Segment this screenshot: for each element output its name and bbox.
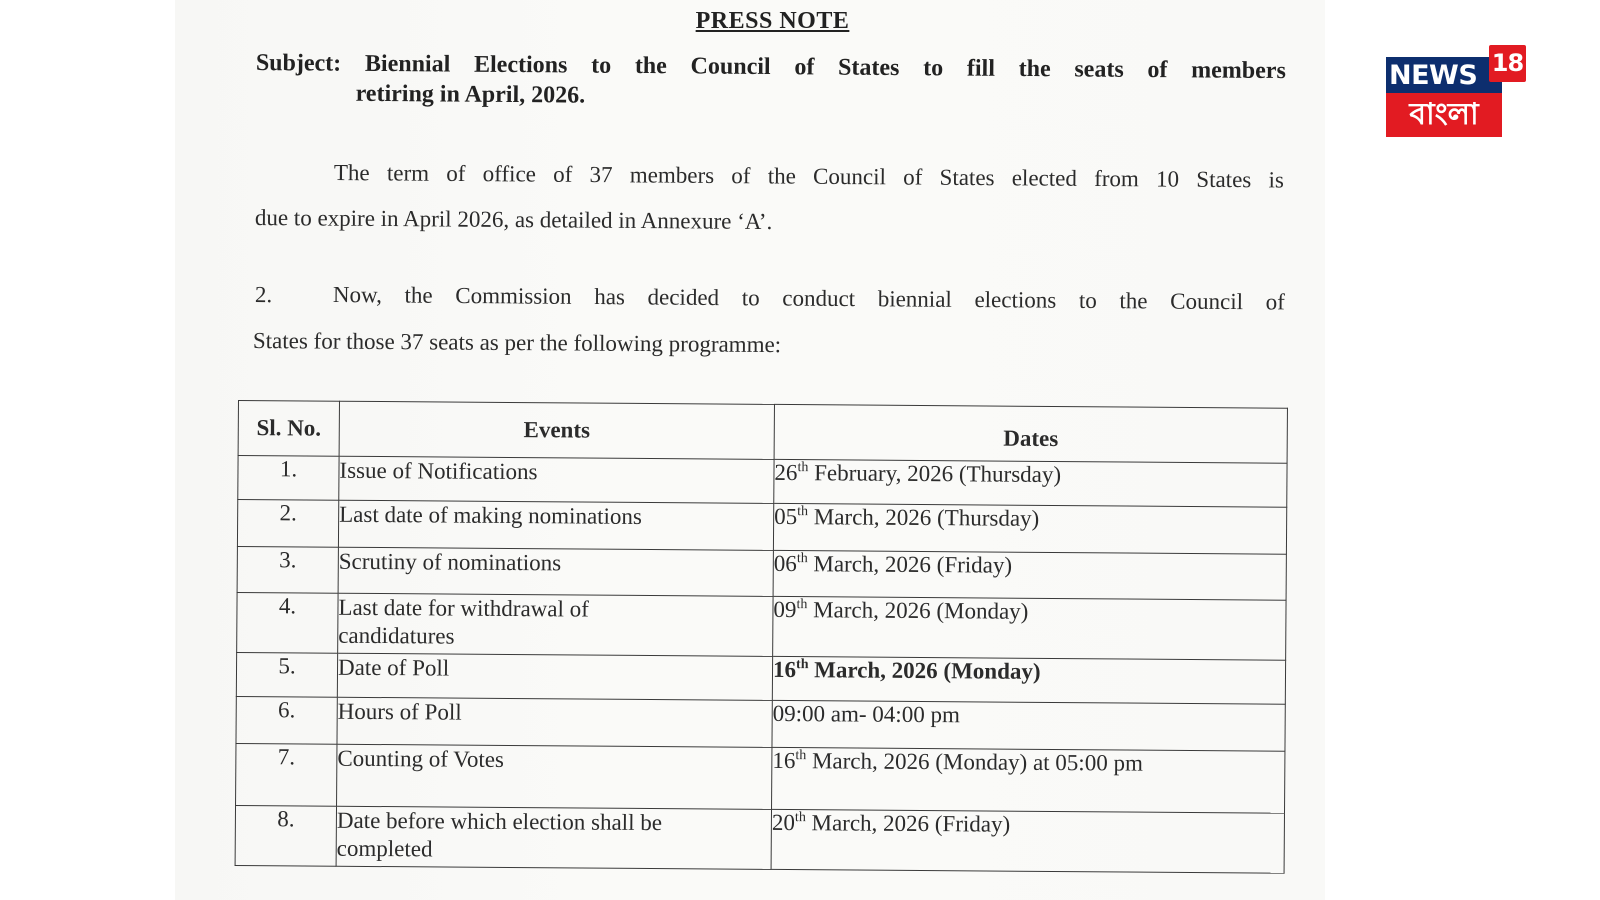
table-row <box>236 696 1285 751</box>
table-row <box>237 546 1286 600</box>
date-suffix: th <box>795 748 807 764</box>
table-row <box>235 805 1284 873</box>
row-event: Issue of Notifications <box>339 456 774 503</box>
header-events: Events <box>339 401 774 459</box>
header-sl-no: Sl. No. <box>238 401 339 457</box>
table-row <box>236 652 1285 704</box>
date-rest: March, 2026 (Monday) at 05:00 pm <box>806 748 1143 776</box>
date-suffix: th <box>797 504 809 520</box>
table-row <box>236 743 1285 813</box>
date-rest: March, 2026 (Monday) <box>808 657 1041 684</box>
row-date <box>773 550 1286 600</box>
date-rest: February, 2026 (Thursday) <box>808 460 1062 488</box>
date-rest: March, 2026 (Friday) <box>805 810 1011 837</box>
row-sl-no: 8. <box>235 805 336 866</box>
row-date <box>772 656 1285 704</box>
row-date: 09:00 am- 04:00 pm <box>772 700 1285 751</box>
date-rest: March, 2026 (Thursday) <box>807 504 1040 531</box>
date-day: 20 <box>771 809 796 836</box>
logo-news-text: NEWS <box>1386 57 1502 93</box>
date-rest: March, 2026 (Monday) <box>807 597 1029 624</box>
schedule-table <box>235 400 1288 874</box>
news18-bangla-logo <box>1386 45 1526 137</box>
row-sl-no: 1. <box>238 456 339 501</box>
subject-line-2: retiring in April, 2026. <box>355 80 586 109</box>
subject-line-1: Subject: Biennial Elections to the Council of States to fill the seats of members <box>255 49 1286 85</box>
row-date <box>773 596 1286 660</box>
schedule-table-wrapper <box>235 400 1288 874</box>
row-event: Counting of Votes <box>337 744 772 809</box>
row-event: Hours of Poll <box>337 697 772 747</box>
date-day: 05 <box>774 503 798 530</box>
row-sl-no: 4. <box>237 592 338 653</box>
row-sl-no: 2. <box>237 500 338 548</box>
paragraph-1-line-1: The term of office of 37 members of the Council of States elected from 10 States is <box>333 160 1284 193</box>
date-suffix: th <box>794 810 806 826</box>
paragraph-2-number: 2. <box>254 282 273 308</box>
row-sl-no: 6. <box>236 696 337 744</box>
row-event: Last date of making nominations <box>338 500 773 550</box>
row-date <box>772 747 1285 813</box>
date-day: 06 <box>773 550 797 577</box>
table-header-row <box>238 401 1287 464</box>
date-suffix: th <box>797 460 809 476</box>
paragraph-1-line-2: due to expire in April 2026, as detailed in Annexure ‘A’. <box>254 205 773 235</box>
row-date <box>773 503 1286 554</box>
date-suffix: th <box>796 597 808 613</box>
row-event: Date of Poll <box>337 653 772 700</box>
date-suffix: th <box>796 657 809 673</box>
document-title: PRESS NOTE <box>695 8 850 34</box>
date-day: 09 <box>773 596 797 623</box>
logo-18-badge: 18 <box>1489 45 1526 82</box>
subject-block <box>256 48 1286 116</box>
paragraph-2-line-1: Now, the Commission has decided to conduct biennial elections to the Council of <box>332 282 1285 315</box>
row-date <box>771 809 1284 873</box>
date-day: 26 <box>774 459 798 486</box>
row-event: Scrutiny of nominations <box>338 547 773 596</box>
row-sl-no: 3. <box>237 546 338 593</box>
row-date <box>774 459 1287 507</box>
date-suffix: th <box>796 551 808 567</box>
date-day: 16 <box>772 747 796 774</box>
row-sl-no: 5. <box>236 652 337 697</box>
row-event: Last date for withdrawal of candidatures <box>338 593 773 656</box>
date-day: 16 <box>772 656 797 683</box>
table-row <box>237 500 1286 555</box>
paragraph-2-line-2: States for those 37 seats as per the following programme: <box>252 328 782 358</box>
row-sl-no: 7. <box>236 743 337 806</box>
table-row <box>237 592 1286 660</box>
table-row <box>238 456 1287 508</box>
logo-bangla-text: বাংলা <box>1386 93 1502 137</box>
row-event: Date before which election shall be completed <box>336 806 771 869</box>
header-dates: Dates <box>774 404 1287 463</box>
date-rest: March, 2026 (Friday) <box>807 551 1013 578</box>
